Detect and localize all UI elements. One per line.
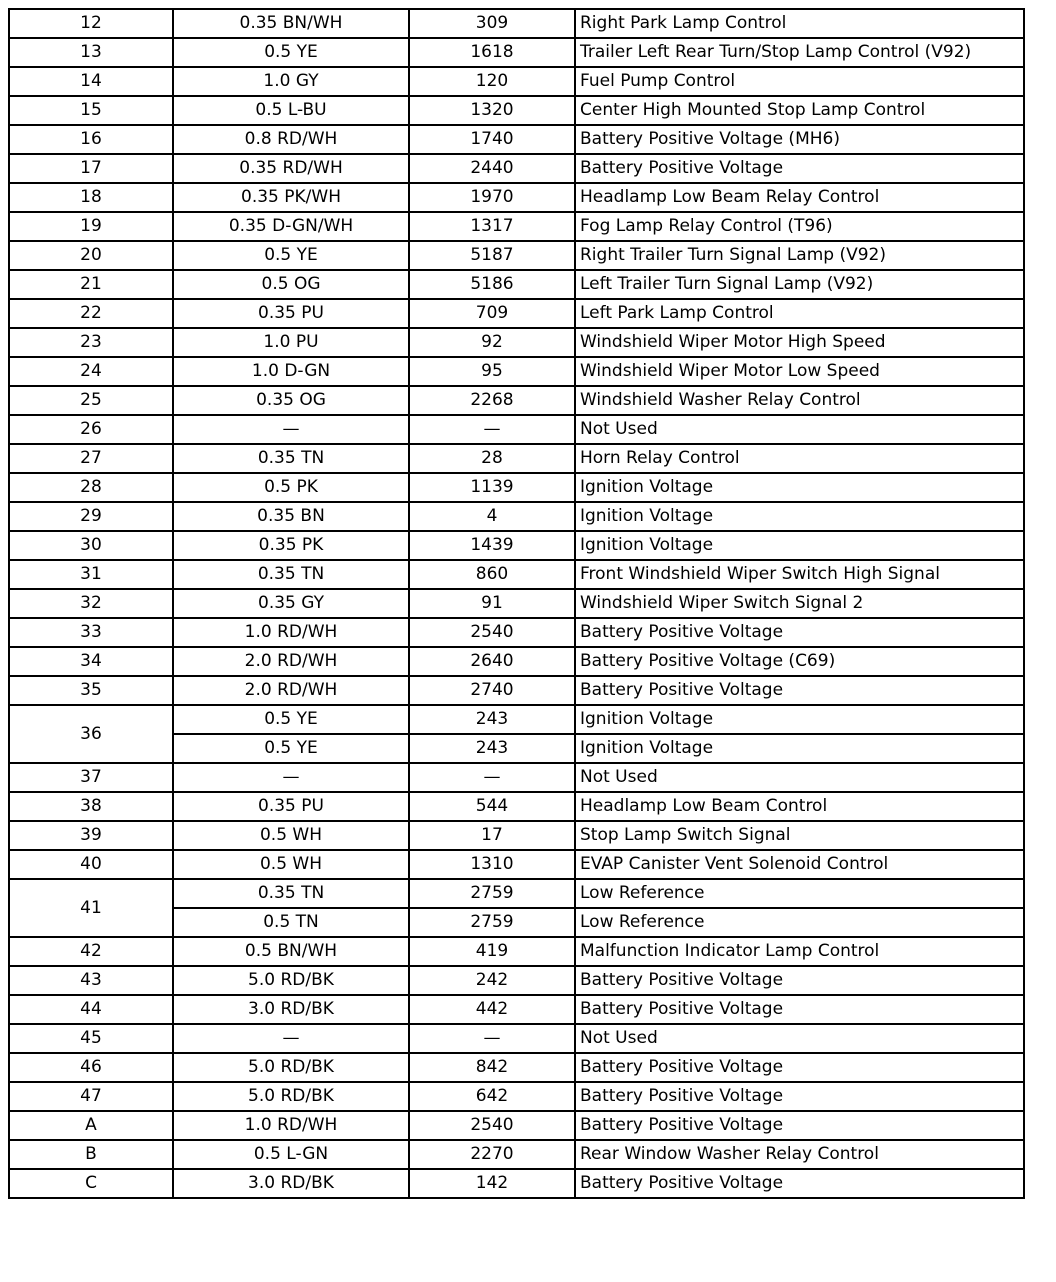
- table-row: [9, 792, 1024, 821]
- function-cell: Right Trailer Turn Signal Lamp (V92): [575, 241, 1024, 270]
- circuit-cell: 842: [409, 1053, 575, 1082]
- circuit-cell: 243: [409, 734, 575, 763]
- wire-cell: —: [173, 763, 409, 792]
- table-row: [9, 328, 1024, 357]
- circuit-cell: 1139: [409, 473, 575, 502]
- wire-cell: 1.0 RD/WH: [173, 618, 409, 647]
- function-cell: Headlamp Low Beam Relay Control: [575, 183, 1024, 212]
- circuit-cell: 2759: [409, 879, 575, 908]
- table-row: [9, 473, 1024, 502]
- circuit-cell: 309: [409, 9, 575, 38]
- function-cell: Trailer Left Rear Turn/Stop Lamp Control (V92): [575, 38, 1024, 67]
- function-cell: Right Park Lamp Control: [575, 9, 1024, 38]
- function-cell: Left Trailer Turn Signal Lamp (V92): [575, 270, 1024, 299]
- wire-cell: 1.0 GY: [173, 67, 409, 96]
- circuit-cell: 2640: [409, 647, 575, 676]
- wire-cell: 0.35 BN/WH: [173, 9, 409, 38]
- table-row: [9, 444, 1024, 473]
- wire-cell: 0.35 TN: [173, 560, 409, 589]
- pin-cell: 12: [9, 9, 173, 38]
- wire-cell: 1.0 PU: [173, 328, 409, 357]
- circuit-cell: 1310: [409, 850, 575, 879]
- pin-cell: 45: [9, 1024, 173, 1053]
- table-row: [9, 1053, 1024, 1082]
- wire-cell: 2.0 RD/WH: [173, 647, 409, 676]
- circuit-cell: 95: [409, 357, 575, 386]
- wire-cell: 0.5 PK: [173, 473, 409, 502]
- table-row: [9, 415, 1024, 444]
- circuit-cell: 5187: [409, 241, 575, 270]
- table-row: [9, 647, 1024, 676]
- circuit-cell: 2540: [409, 1111, 575, 1140]
- wire-cell: 0.35 PK/WH: [173, 183, 409, 212]
- table-row: [9, 618, 1024, 647]
- function-cell: Windshield Washer Relay Control: [575, 386, 1024, 415]
- table-row: [9, 183, 1024, 212]
- pin-cell: 34: [9, 647, 173, 676]
- function-cell: Malfunction Indicator Lamp Control: [575, 937, 1024, 966]
- wire-cell: 0.8 RD/WH: [173, 125, 409, 154]
- function-cell: Headlamp Low Beam Control: [575, 792, 1024, 821]
- wire-cell: 0.35 TN: [173, 444, 409, 473]
- table-row: [9, 125, 1024, 154]
- table-row: [9, 1082, 1024, 1111]
- pin-cell: 17: [9, 154, 173, 183]
- wire-cell: 0.35 TN: [173, 879, 409, 908]
- pin-cell: 21: [9, 270, 173, 299]
- function-cell: Low Reference: [575, 908, 1024, 937]
- table-row: [9, 705, 1024, 734]
- circuit-cell: 243: [409, 705, 575, 734]
- function-cell: Ignition Voltage: [575, 502, 1024, 531]
- function-cell: Battery Positive Voltage: [575, 995, 1024, 1024]
- circuit-cell: —: [409, 763, 575, 792]
- circuit-cell: 92: [409, 328, 575, 357]
- circuit-cell: 860: [409, 560, 575, 589]
- circuit-cell: 2440: [409, 154, 575, 183]
- circuit-cell: 17: [409, 821, 575, 850]
- table-row: [9, 502, 1024, 531]
- wire-cell: 5.0 RD/BK: [173, 1053, 409, 1082]
- function-cell: Windshield Wiper Switch Signal 2: [575, 589, 1024, 618]
- circuit-cell: 1618: [409, 38, 575, 67]
- pin-cell: 43: [9, 966, 173, 995]
- table-row: [9, 38, 1024, 67]
- table-row: [9, 676, 1024, 705]
- function-cell: Left Park Lamp Control: [575, 299, 1024, 328]
- pin-cell: 35: [9, 676, 173, 705]
- pin-cell: 42: [9, 937, 173, 966]
- function-cell: Battery Positive Voltage: [575, 154, 1024, 183]
- table-row: [9, 357, 1024, 386]
- wire-cell: 0.35 BN: [173, 502, 409, 531]
- circuit-cell: 1320: [409, 96, 575, 125]
- table-row: [9, 589, 1024, 618]
- table-row: [9, 241, 1024, 270]
- function-cell: Windshield Wiper Motor Low Speed: [575, 357, 1024, 386]
- function-cell: Rear Window Washer Relay Control: [575, 1140, 1024, 1169]
- function-cell: Center High Mounted Stop Lamp Control: [575, 96, 1024, 125]
- pin-cell: 46: [9, 1053, 173, 1082]
- circuit-cell: 2759: [409, 908, 575, 937]
- pin-cell: 14: [9, 67, 173, 96]
- table-row: [9, 1024, 1024, 1053]
- wire-cell: 0.35 GY: [173, 589, 409, 618]
- wire-cell: 0.5 WH: [173, 821, 409, 850]
- table-row: [9, 821, 1024, 850]
- pin-cell: 13: [9, 38, 173, 67]
- pin-cell: 20: [9, 241, 173, 270]
- pin-cell: 31: [9, 560, 173, 589]
- wire-cell: 0.5 WH: [173, 850, 409, 879]
- function-cell: Front Windshield Wiper Switch High Signal: [575, 560, 1024, 589]
- function-cell: Battery Positive Voltage: [575, 1111, 1024, 1140]
- table-row: [9, 67, 1024, 96]
- wire-cell: 0.5 L-GN: [173, 1140, 409, 1169]
- wire-cell: 0.5 BN/WH: [173, 937, 409, 966]
- wire-cell: 5.0 RD/BK: [173, 1082, 409, 1111]
- table-body: [9, 9, 1024, 1198]
- pin-cell: 30: [9, 531, 173, 560]
- pin-cell: C: [9, 1169, 173, 1198]
- connector-pinout-table: [8, 8, 1025, 1199]
- circuit-cell: 709: [409, 299, 575, 328]
- pin-cell: 39: [9, 821, 173, 850]
- function-cell: Ignition Voltage: [575, 531, 1024, 560]
- pin-cell: 24: [9, 357, 173, 386]
- pin-cell: 37: [9, 763, 173, 792]
- wire-cell: 0.35 OG: [173, 386, 409, 415]
- pin-cell: 16: [9, 125, 173, 154]
- wire-cell: 1.0 RD/WH: [173, 1111, 409, 1140]
- circuit-cell: 4: [409, 502, 575, 531]
- pin-cell: B: [9, 1140, 173, 1169]
- table-row: [9, 9, 1024, 38]
- function-cell: Ignition Voltage: [575, 705, 1024, 734]
- circuit-cell: 442: [409, 995, 575, 1024]
- table-row: [9, 154, 1024, 183]
- pin-cell: 32: [9, 589, 173, 618]
- circuit-cell: 91: [409, 589, 575, 618]
- wire-cell: 3.0 RD/BK: [173, 1169, 409, 1198]
- circuit-cell: 2270: [409, 1140, 575, 1169]
- table-row: [9, 299, 1024, 328]
- pin-cell: 23: [9, 328, 173, 357]
- pin-cell: 26: [9, 415, 173, 444]
- function-cell: Battery Positive Voltage: [575, 676, 1024, 705]
- circuit-cell: 1439: [409, 531, 575, 560]
- function-cell: Stop Lamp Switch Signal: [575, 821, 1024, 850]
- pin-cell: 25: [9, 386, 173, 415]
- wire-cell: 0.5 YE: [173, 705, 409, 734]
- function-cell: Horn Relay Control: [575, 444, 1024, 473]
- wire-cell: 0.35 PK: [173, 531, 409, 560]
- table-row: [9, 850, 1024, 879]
- table-row: [9, 1140, 1024, 1169]
- table-row: [9, 1111, 1024, 1140]
- pin-cell: 19: [9, 212, 173, 241]
- table-row: [9, 966, 1024, 995]
- circuit-cell: 2268: [409, 386, 575, 415]
- wire-cell: 0.5 TN: [173, 908, 409, 937]
- function-cell: Battery Positive Voltage: [575, 1082, 1024, 1111]
- table-row: [9, 1169, 1024, 1198]
- wire-cell: 0.5 YE: [173, 241, 409, 270]
- function-cell: Fuel Pump Control: [575, 67, 1024, 96]
- pin-cell: 38: [9, 792, 173, 821]
- table-row: [9, 270, 1024, 299]
- wire-cell: 0.35 D-GN/WH: [173, 212, 409, 241]
- function-cell: Not Used: [575, 415, 1024, 444]
- circuit-cell: 1317: [409, 212, 575, 241]
- circuit-cell: 544: [409, 792, 575, 821]
- function-cell: Ignition Voltage: [575, 473, 1024, 502]
- wire-cell: 1.0 D-GN: [173, 357, 409, 386]
- circuit-cell: —: [409, 1024, 575, 1053]
- table-row: [9, 386, 1024, 415]
- circuit-cell: 120: [409, 67, 575, 96]
- function-cell: EVAP Canister Vent Solenoid Control: [575, 850, 1024, 879]
- circuit-cell: 142: [409, 1169, 575, 1198]
- function-cell: Battery Positive Voltage: [575, 966, 1024, 995]
- pin-cell: A: [9, 1111, 173, 1140]
- function-cell: Battery Positive Voltage: [575, 618, 1024, 647]
- wire-cell: 0.5 L-BU: [173, 96, 409, 125]
- pin-cell: 36: [9, 705, 173, 763]
- wire-cell: 0.5 YE: [173, 38, 409, 67]
- circuit-cell: 242: [409, 966, 575, 995]
- wire-cell: 2.0 RD/WH: [173, 676, 409, 705]
- wire-cell: 0.5 OG: [173, 270, 409, 299]
- pin-cell: 41: [9, 879, 173, 937]
- circuit-cell: 28: [409, 444, 575, 473]
- wire-cell: —: [173, 415, 409, 444]
- pin-cell: 44: [9, 995, 173, 1024]
- function-cell: Not Used: [575, 1024, 1024, 1053]
- circuit-cell: 1970: [409, 183, 575, 212]
- table-row: [9, 560, 1024, 589]
- circuit-cell: 419: [409, 937, 575, 966]
- table-row: [9, 937, 1024, 966]
- function-cell: Windshield Wiper Motor High Speed: [575, 328, 1024, 357]
- function-cell: Ignition Voltage: [575, 734, 1024, 763]
- wire-cell: —: [173, 1024, 409, 1053]
- table-row: [9, 531, 1024, 560]
- pin-cell: 27: [9, 444, 173, 473]
- table-row: [9, 879, 1024, 908]
- circuit-cell: 2740: [409, 676, 575, 705]
- pin-cell: 29: [9, 502, 173, 531]
- wire-cell: 0.35 PU: [173, 792, 409, 821]
- pin-cell: 28: [9, 473, 173, 502]
- pin-cell: 40: [9, 850, 173, 879]
- table-row: [9, 96, 1024, 125]
- wire-cell: 0.35 RD/WH: [173, 154, 409, 183]
- function-cell: Battery Positive Voltage (MH6): [575, 125, 1024, 154]
- function-cell: Battery Positive Voltage: [575, 1053, 1024, 1082]
- wire-cell: 5.0 RD/BK: [173, 966, 409, 995]
- pin-cell: 47: [9, 1082, 173, 1111]
- circuit-cell: —: [409, 415, 575, 444]
- circuit-cell: 5186: [409, 270, 575, 299]
- table-row: [9, 212, 1024, 241]
- wire-cell: 0.35 PU: [173, 299, 409, 328]
- function-cell: Fog Lamp Relay Control (T96): [575, 212, 1024, 241]
- function-cell: Battery Positive Voltage (C69): [575, 647, 1024, 676]
- table-row: [9, 995, 1024, 1024]
- function-cell: Not Used: [575, 763, 1024, 792]
- function-cell: Low Reference: [575, 879, 1024, 908]
- circuit-cell: 1740: [409, 125, 575, 154]
- wire-cell: 3.0 RD/BK: [173, 995, 409, 1024]
- function-cell: Battery Positive Voltage: [575, 1169, 1024, 1198]
- circuit-cell: 642: [409, 1082, 575, 1111]
- pin-cell: 15: [9, 96, 173, 125]
- pin-cell: 33: [9, 618, 173, 647]
- wire-cell: 0.5 YE: [173, 734, 409, 763]
- pin-cell: 18: [9, 183, 173, 212]
- pin-cell: 22: [9, 299, 173, 328]
- circuit-cell: 2540: [409, 618, 575, 647]
- table-row: [9, 763, 1024, 792]
